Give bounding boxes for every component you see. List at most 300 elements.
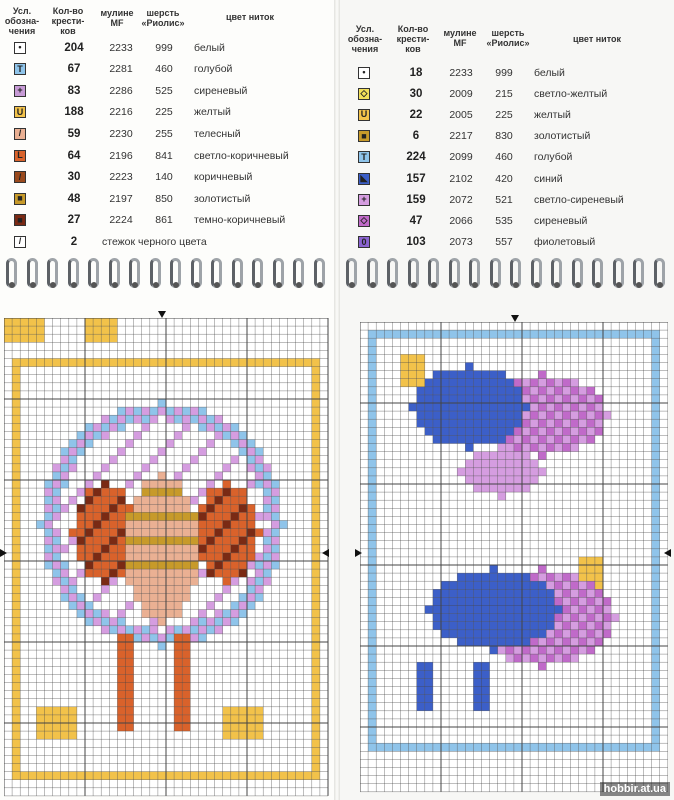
stitch-cell [239, 610, 247, 618]
stitch-cell [198, 407, 206, 415]
stitch-cell [182, 577, 190, 585]
stitch-cell [198, 569, 206, 577]
stitch-cell [368, 606, 376, 614]
stitch-cell [117, 569, 125, 577]
stitch-cell [117, 666, 125, 674]
stitch-cell [117, 634, 125, 642]
stitch-cell [522, 638, 530, 646]
stitch-cell [150, 577, 158, 585]
stitch-cell [223, 593, 231, 601]
stitch-cell [134, 537, 142, 545]
stitch-cell [514, 589, 522, 597]
stitch-cell [652, 533, 660, 541]
stitch-cell [522, 468, 530, 476]
stitch-cell [514, 622, 522, 630]
stitch-cell [441, 581, 449, 589]
stitch-cell [563, 419, 571, 427]
stitch-cell [142, 521, 150, 529]
stitch-cell [409, 371, 417, 379]
stitch-cell [36, 731, 44, 739]
legend-mf-number: 2223 [109, 171, 133, 184]
stitch-cell [522, 581, 530, 589]
stitch-cell [465, 597, 473, 605]
stitch-cell [490, 614, 498, 622]
stitch-cell [239, 585, 247, 593]
stitch-cell [473, 581, 481, 589]
legend-color-name: коричневый [194, 171, 253, 184]
stitch-cell [239, 504, 247, 512]
stitch-cell [425, 678, 433, 686]
stitch-cell [109, 504, 117, 512]
legend-mf-number: 2009 [449, 87, 473, 100]
stitch-cell [134, 407, 142, 415]
stitch-cell [538, 427, 546, 435]
stitch-cell [595, 427, 603, 435]
stitch-cell [312, 691, 320, 699]
stitch-cell [126, 521, 134, 529]
stitch-cell [312, 764, 320, 772]
punch-hole [411, 282, 417, 288]
stitch-cell [117, 715, 125, 723]
stitch-cell [182, 642, 190, 650]
stitch-cell [611, 743, 619, 751]
stitch-cell [198, 440, 206, 448]
stitch-cell [563, 581, 571, 589]
stitch-cell [134, 545, 142, 553]
stitch-cell [158, 602, 166, 610]
legend-count: 188 [64, 106, 84, 119]
stitch-cell [538, 379, 546, 387]
stitch-cell [279, 521, 287, 529]
right-header-wool: шерсть «Риолис» [486, 28, 530, 48]
stitch-cell [142, 634, 150, 642]
stitch-cell [142, 423, 150, 431]
legend-count: 204 [64, 41, 84, 54]
stitch-cell [506, 330, 514, 338]
stitch-cell [368, 427, 376, 435]
stitch-cell [174, 423, 182, 431]
stitch-cell [465, 427, 473, 435]
stitch-cell [473, 468, 481, 476]
stitch-cell [53, 504, 61, 512]
legend-count: 18 [409, 66, 423, 79]
stitch-cell [563, 411, 571, 419]
stitch-cell [53, 529, 61, 537]
stitch-cell [652, 460, 660, 468]
stitch-cell [425, 703, 433, 711]
stitch-cell [368, 695, 376, 703]
stitch-cell [101, 593, 109, 601]
stitch-cell [482, 678, 490, 686]
legend-mf-number: 2102 [449, 172, 473, 185]
stitch-cell [12, 504, 20, 512]
stitch-cell [538, 565, 546, 573]
stitch-cell [53, 496, 61, 504]
stitch-cell [239, 715, 247, 723]
stitch-cell [12, 739, 20, 747]
stitch-cell [312, 755, 320, 763]
right-pattern-chart [360, 322, 668, 798]
stitch-cell [506, 411, 514, 419]
stitch-cell [174, 431, 182, 439]
stitch-cell [571, 387, 579, 395]
stitch-cell [554, 444, 562, 452]
stitch-cell [158, 634, 166, 642]
stitch-cell [312, 488, 320, 496]
stitch-cell [223, 423, 231, 431]
legend-wool-number: 140 [155, 171, 173, 184]
stitch-cell [36, 326, 44, 334]
stitch-cell [45, 723, 53, 731]
stitch-cell [482, 573, 490, 581]
stitch-cell [93, 569, 101, 577]
stitch-cell [239, 707, 247, 715]
stitch-cell [126, 472, 134, 480]
stitch-cell [215, 448, 223, 456]
stitch-cell [198, 480, 206, 488]
stitch-cell [126, 464, 134, 472]
stitch-cell [223, 618, 231, 626]
stitch-cell [255, 359, 263, 367]
stitch-cell [12, 626, 20, 634]
stitch-cell [530, 573, 538, 581]
stitch-cell [12, 577, 20, 585]
stitch-cell [231, 488, 239, 496]
punch-hole [493, 282, 499, 288]
stitch-cell [93, 577, 101, 585]
stitch-cell [215, 569, 223, 577]
stitch-cell [85, 602, 93, 610]
legend-color-name: темно-коричневый [194, 214, 286, 227]
stitch-cell [77, 472, 85, 480]
stitch-cell [441, 403, 449, 411]
left-header-wool: шерсть «Риолис» [141, 8, 185, 28]
stitch-cell [174, 496, 182, 504]
stitch-cell [93, 504, 101, 512]
stitch-cell [215, 423, 223, 431]
stitch-cell [554, 419, 562, 427]
punch-hole [554, 282, 560, 288]
stitch-cell [12, 747, 20, 755]
stitch-cell [368, 622, 376, 630]
stitch-cell [498, 330, 506, 338]
stitch-cell [117, 415, 125, 423]
stitch-cell [182, 772, 190, 780]
stitch-cell [182, 561, 190, 569]
stitch-cell [223, 480, 231, 488]
left-center-arrow-top [158, 311, 166, 318]
stitch-cell [158, 610, 166, 618]
stitch-cell [571, 419, 579, 427]
stitch-cell [134, 512, 142, 520]
stitch-cell [198, 521, 206, 529]
stitch-cell [101, 359, 109, 367]
punch-hole [112, 282, 118, 288]
stitch-cell [603, 606, 611, 614]
stitch-cell [12, 699, 20, 707]
stitch-cell [45, 731, 53, 739]
stitch-cell [223, 602, 231, 610]
stitch-cell [158, 480, 166, 488]
stitch-cell [126, 674, 134, 682]
stitch-cell [69, 480, 77, 488]
stitch-cell [473, 630, 481, 638]
stitch-cell [271, 521, 279, 529]
stitch-cell [215, 504, 223, 512]
stitch-cell [312, 415, 320, 423]
stitch-cell [417, 403, 425, 411]
stitch-cell [652, 484, 660, 492]
stitch-cell [117, 674, 125, 682]
stitch-cell [12, 488, 20, 496]
stitch-cell [174, 602, 182, 610]
stitch-cell [425, 743, 433, 751]
stitch-cell [368, 411, 376, 419]
stitch-cell [384, 743, 392, 751]
stitch-cell [457, 395, 465, 403]
legend-mf-number: 2217 [449, 130, 473, 143]
stitch-cell [182, 496, 190, 504]
legend-wool-number: 215 [495, 87, 513, 100]
stitch-cell [126, 496, 134, 504]
stitch-cell [652, 727, 660, 735]
stitch-cell [12, 383, 20, 391]
stitch-cell [255, 593, 263, 601]
stitch-cell [12, 731, 20, 739]
legend-wool-number: 460 [495, 151, 513, 164]
stitch-cell [652, 735, 660, 743]
stitch-cell [93, 464, 101, 472]
stitch-cell [190, 577, 198, 585]
stitch-cell [142, 593, 150, 601]
punch-hole [636, 282, 642, 288]
stitch-cell [215, 456, 223, 464]
stitch-cell [109, 415, 117, 423]
stitch-cell [207, 423, 215, 431]
stitch-cell [223, 537, 231, 545]
stitch-cell [368, 630, 376, 638]
stitch-cell [538, 395, 546, 403]
stitch-cell [473, 371, 481, 379]
legend-count: 103 [406, 236, 426, 249]
stitch-cell [77, 456, 85, 464]
legend-symbol-icon: • [358, 67, 370, 79]
stitch-cell [312, 561, 320, 569]
stitch-cell [53, 731, 61, 739]
stitch-cell [142, 504, 150, 512]
stitch-cell [530, 427, 538, 435]
stitch-cell [376, 743, 384, 751]
stitch-cell [255, 585, 263, 593]
stitch-cell [433, 379, 441, 387]
stitch-cell [473, 638, 481, 646]
legend-color-name: золотистый [534, 130, 591, 143]
stitch-cell [514, 403, 522, 411]
legend-row [337, 147, 667, 168]
stitch-cell [506, 581, 514, 589]
stitch-cell [223, 529, 231, 537]
stitch-cell [579, 557, 587, 565]
stitch-cell [263, 496, 271, 504]
stitch-cell [126, 561, 134, 569]
stitch-cell [207, 415, 215, 423]
stitch-cell [644, 330, 652, 338]
legend-row [0, 123, 330, 144]
stitch-cell [652, 508, 660, 516]
stitch-cell [117, 423, 125, 431]
stitch-cell [198, 423, 206, 431]
stitch-cell [579, 330, 587, 338]
stitch-cell [312, 642, 320, 650]
stitch-cell [296, 772, 304, 780]
stitch-cell [93, 472, 101, 480]
stitch-cell [522, 743, 530, 751]
stitch-cell [231, 464, 239, 472]
stitch-cell [190, 618, 198, 626]
stitch-cell [182, 699, 190, 707]
legend-symbol-icon: ◇ [358, 88, 370, 100]
stitch-cell [482, 695, 490, 703]
stitch-cell [142, 431, 150, 439]
legend-row [337, 104, 667, 125]
stitch-cell [117, 626, 125, 634]
stitch-cell [546, 597, 554, 605]
stitch-cell [12, 480, 20, 488]
stitch-cell [85, 464, 93, 472]
stitch-cell [215, 537, 223, 545]
stitch-cell [134, 488, 142, 496]
stitch-cell [603, 622, 611, 630]
stitch-cell [563, 427, 571, 435]
stitch-cell [425, 695, 433, 703]
punch-hole [431, 282, 437, 288]
stitch-cell [198, 626, 206, 634]
stitch-cell [571, 638, 579, 646]
stitch-cell [538, 597, 546, 605]
stitch-cell [198, 448, 206, 456]
stitch-cell [126, 626, 134, 634]
stitch-cell [198, 602, 206, 610]
stitch-cell [142, 772, 150, 780]
stitch-cell [12, 545, 20, 553]
stitch-cell [61, 577, 69, 585]
stitch-cell [482, 597, 490, 605]
legend-color-name: телесный [194, 127, 241, 140]
stitch-cell [312, 699, 320, 707]
stitch-cell [465, 387, 473, 395]
stitch-cell [522, 452, 530, 460]
stitch-cell [117, 529, 125, 537]
legend-symbol-icon: U [358, 109, 370, 121]
stitch-cell [53, 480, 61, 488]
stitch-cell [563, 403, 571, 411]
stitch-cell [69, 464, 77, 472]
stitch-cell [142, 610, 150, 618]
stitch-cell [554, 630, 562, 638]
stitch-cell [514, 379, 522, 387]
stitch-cell [239, 545, 247, 553]
stitch-cell [409, 743, 417, 751]
stitch-cell [441, 379, 449, 387]
stitch-cell [198, 593, 206, 601]
stitch-cell [4, 318, 12, 326]
stitch-cell [61, 521, 69, 529]
stitch-cell [77, 464, 85, 472]
stitch-cell [174, 634, 182, 642]
stitch-cell [231, 423, 239, 431]
stitch-cell [85, 472, 93, 480]
stitch-cell [368, 735, 376, 743]
stitch-cell [595, 565, 603, 573]
stitch-cell [150, 593, 158, 601]
stitch-cell [142, 456, 150, 464]
stitch-cell [498, 492, 506, 500]
stitch-cell [126, 585, 134, 593]
stitch-cell [93, 537, 101, 545]
legend-count: 64 [67, 149, 81, 162]
punch-hole [296, 282, 302, 288]
stitch-cell [190, 521, 198, 529]
stitch-cell [150, 472, 158, 480]
stitch-cell [522, 606, 530, 614]
stitch-cell [36, 318, 44, 326]
punch-hole [575, 282, 581, 288]
stitch-cell [457, 581, 465, 589]
stitch-cell [93, 529, 101, 537]
stitch-cell [522, 630, 530, 638]
stitch-cell [182, 456, 190, 464]
stitch-cell [482, 622, 490, 630]
legend-count: 2 [70, 235, 78, 248]
stitch-cell [85, 496, 93, 504]
stitch-cell [546, 444, 554, 452]
stitch-cell [117, 658, 125, 666]
stitch-cell [174, 504, 182, 512]
stitch-cell [579, 638, 587, 646]
stitch-cell [158, 553, 166, 561]
stitch-cell [207, 448, 215, 456]
stitch-cell [158, 642, 166, 650]
stitch-cell [182, 448, 190, 456]
legend-wool-number: 225 [495, 108, 513, 121]
stitch-cell [563, 444, 571, 452]
stitch-cell [69, 440, 77, 448]
legend-color-name: стежок черного цвета [102, 235, 207, 248]
stitch-cell [45, 715, 53, 723]
stitch-cell [85, 440, 93, 448]
stitch-cell [61, 472, 69, 480]
stitch-cell [312, 464, 320, 472]
stitch-cell [45, 488, 53, 496]
stitch-cell [506, 597, 514, 605]
stitch-cell [546, 427, 554, 435]
stitch-cell [465, 638, 473, 646]
stitch-cell [109, 585, 117, 593]
stitch-cell [563, 630, 571, 638]
stitch-cell [490, 638, 498, 646]
stitch-cell [239, 553, 247, 561]
right-center-arrow-top [511, 315, 519, 322]
stitch-cell [449, 614, 457, 622]
stitch-cell [231, 569, 239, 577]
stitch-cell [368, 670, 376, 678]
legend-mf-number: 2005 [449, 108, 473, 121]
stitch-cell [255, 723, 263, 731]
stitch-cell [546, 630, 554, 638]
stitch-cell [522, 622, 530, 630]
stitch-cell [312, 731, 320, 739]
legend-symbol-icon: T [358, 151, 370, 163]
